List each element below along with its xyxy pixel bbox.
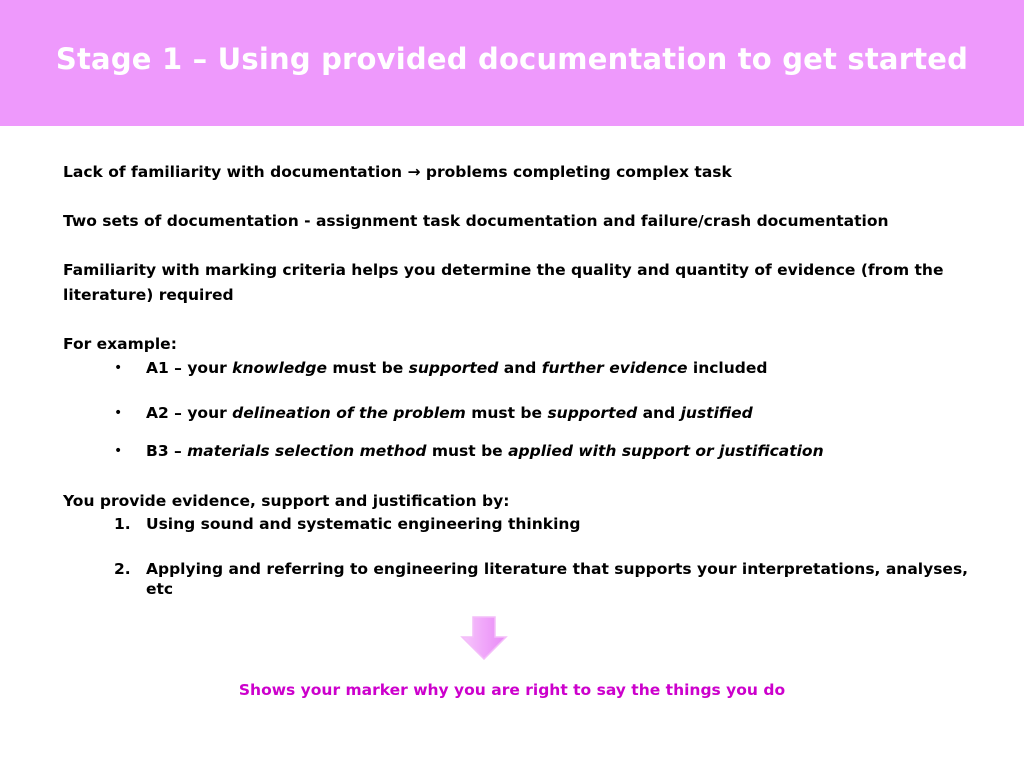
example-heading: For example: [63,335,177,353]
paragraph-text: Lack of familiarity with documentation [63,163,403,181]
list-item [63,559,973,599]
criteria-bullet-list [63,357,973,462]
paragraph-marking-criteria: Familiarity with marking criteria helps you determine the quality and quantity of evidence (from the literature) required [63,261,944,304]
right-arrow-icon: → [407,163,421,181]
bullet-text: A1 – your [146,359,233,377]
bullet-icon: • [114,360,123,376]
bullet-text: A2 – your [146,404,233,422]
bullet-icon: • [114,443,123,459]
list-item [63,514,973,534]
bullet-text: and [498,359,542,377]
bullet-text: and [637,404,681,422]
bullet-emphasis: delineation of the problem [232,404,466,422]
bullet-emphasis: materials selection method [187,442,427,460]
list-item [63,402,973,424]
down-arrow-icon [460,616,508,660]
bullet-emphasis: justified [680,404,753,422]
evidence-heading: You provide evidence, support and justification by: [63,492,510,510]
list-number: 2. [114,560,131,578]
conclusion-text: Shows your marker why you are right to say the things you do [238,681,786,699]
bullet-emphasis: supported [547,404,638,422]
list-text: Applying and referring to engineering literature that supports your interpretations, analyses, etc [146,560,969,598]
paragraph-documentation-sets: Two sets of documentation - assignment task documentation and failure/crash documentation [63,212,889,230]
bullet-text: B3 – [146,442,188,460]
paragraph-familiarity [63,160,973,185]
list-item [63,357,973,379]
bullet-text: must be [426,442,509,460]
paragraph-text: problems completing complex task [425,163,732,181]
list-number: 1. [114,515,131,533]
slide-header [0,0,1024,126]
slide-title: Stage 1 – Using provided documentation to get started [55,42,969,76]
bullet-text: must be [327,359,409,377]
bullet-emphasis: further evidence [541,359,688,377]
bullet-emphasis: knowledge [232,359,327,377]
bullet-text: included [687,359,768,377]
bullet-emphasis: supported [408,359,499,377]
bullet-icon: • [114,405,123,421]
bullet-emphasis: applied with support or justification [508,442,824,460]
slide-content [63,160,973,599]
bullet-text: must be [465,404,548,422]
list-text: Using sound and systematic engineering thinking [146,515,581,533]
list-item [63,440,973,462]
